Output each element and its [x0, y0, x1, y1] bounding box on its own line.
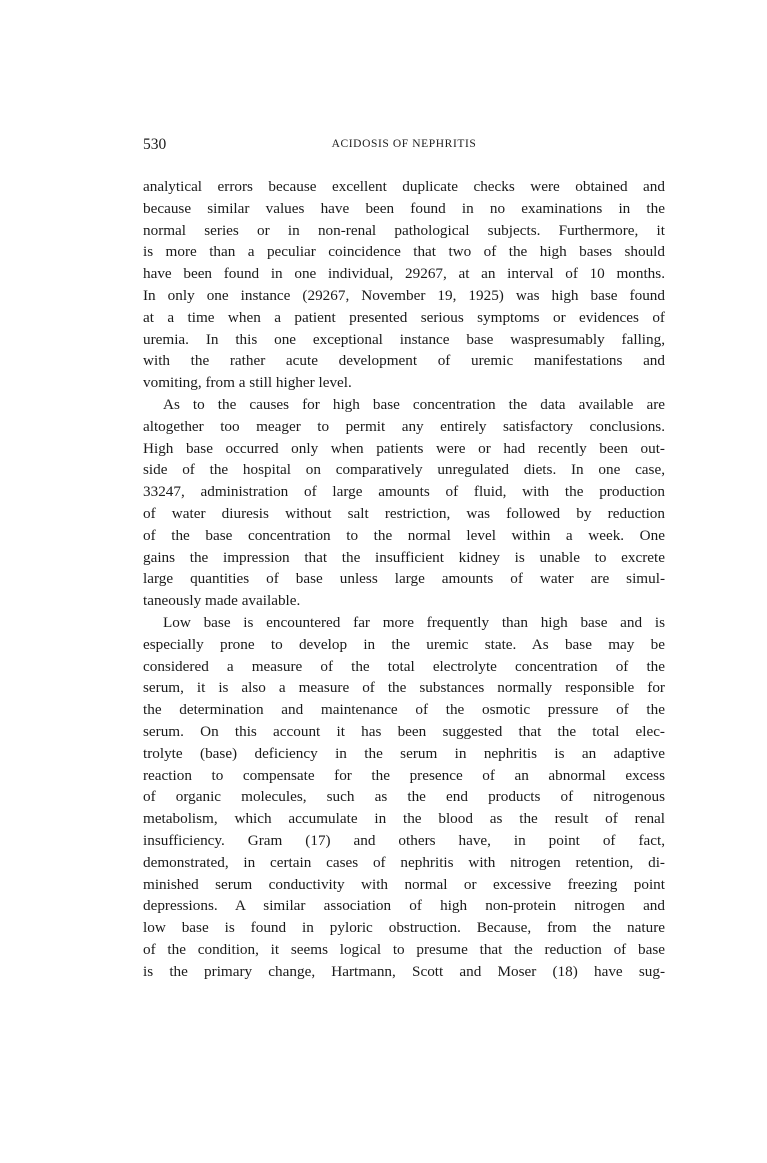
text-line: trolyte (base) deficiency in the serum in nephritis is an adaptive: [143, 744, 665, 762]
body-text: [143, 176, 665, 982]
text-line: is the primary change, Hartmann, Scott and Moser (18) have sug-: [143, 962, 665, 980]
text-line: side of the hospital on comparatively unregulated diets. In one case,: [143, 461, 665, 479]
text-line: especially prone to develop in the uremic state. As base may be: [143, 635, 665, 653]
text-line: As to the causes for high base concentration the data available are: [163, 395, 665, 413]
text-line: High base occurred only when patients were or had recently been out-: [143, 439, 665, 457]
text-line: metabolism, which accumulate in the blood as the result of renal: [143, 810, 665, 828]
text-line: reaction to compensate for the presence of an abnormal excess: [143, 766, 665, 784]
text-line: taneously made available.: [143, 592, 301, 610]
text-line: In only one instance (29267, November 19, 1925) was high base found: [143, 286, 665, 304]
running-title: ACIDOSIS OF NEPHRITIS: [331, 138, 477, 150]
paragraph-1: [143, 176, 665, 394]
text-line: the determination and maintenance of the osmotic pressure of the: [143, 701, 665, 719]
text-line: large quantities of base unless large amounts of water are simul-: [143, 570, 665, 588]
text-line: demonstrated, in certain cases of nephritis with nitrogen retention, di-: [143, 853, 665, 871]
text-line: low base is found in pyloric obstruction. Because, from the nature: [143, 919, 665, 937]
text-line: Low base is encountered far more frequently than high base and is: [163, 613, 665, 631]
text-line: is more than a peculiar coincidence that two of the high bases should: [143, 243, 665, 261]
text-line: serum. On this account it has been suggested that the total elec-: [143, 722, 665, 740]
running-head: [143, 136, 665, 156]
text-line: minished serum conductivity with normal or excessive freezing point: [143, 875, 665, 893]
text-line: 33247, administration of large amounts of fluid, with the production: [143, 483, 665, 501]
text-line: altogether too meager to permit any entirely satisfactory conclusions.: [143, 417, 665, 435]
text-line: of water diuresis without salt restriction, was followed by reduction: [143, 504, 665, 522]
text-line: insufficiency. Gram (17) and others have, in point of fact,: [143, 831, 665, 849]
text-line: have been found in one individual, 29267, at an interval of 10 months.: [143, 265, 665, 283]
text-line: because similar values have been found in no examinations in the: [143, 199, 665, 217]
text-line: of the base concentration to the normal level within a week. One: [143, 526, 665, 544]
text-line: depressions. A similar association of high non-protein nitrogen and: [143, 897, 665, 915]
text-line: at a time when a patient presented serious symptoms or evidences of: [143, 308, 665, 326]
text-line: vomiting, from a still higher level.: [143, 374, 352, 392]
text-line: analytical errors because excellent duplicate checks were obtained and: [143, 178, 665, 195]
text-line: serum, it is also a measure of the substances normally responsible for: [143, 679, 665, 697]
text-line: with the rather acute development of uremic manifestations and: [143, 352, 665, 370]
book-page: [143, 136, 665, 982]
text-line: normal series or in non-renal pathological subjects. Furthermore, it: [143, 221, 665, 239]
text-line: of organic molecules, such as the end products of nitrogenous: [143, 788, 665, 806]
page-number: 530: [143, 136, 167, 153]
paragraph-2: [143, 394, 665, 612]
text-line: gains the impression that the insufficient kidney is unable to excrete: [143, 548, 665, 566]
text-line: of the condition, it seems logical to presume that the reduction of base: [143, 940, 665, 958]
text-line: uremia. In this one exceptional instance base waspresumably falling,: [143, 330, 665, 348]
text-line: considered a measure of the total electrolyte concentration of the: [143, 657, 665, 675]
paragraph-3: [143, 612, 665, 983]
